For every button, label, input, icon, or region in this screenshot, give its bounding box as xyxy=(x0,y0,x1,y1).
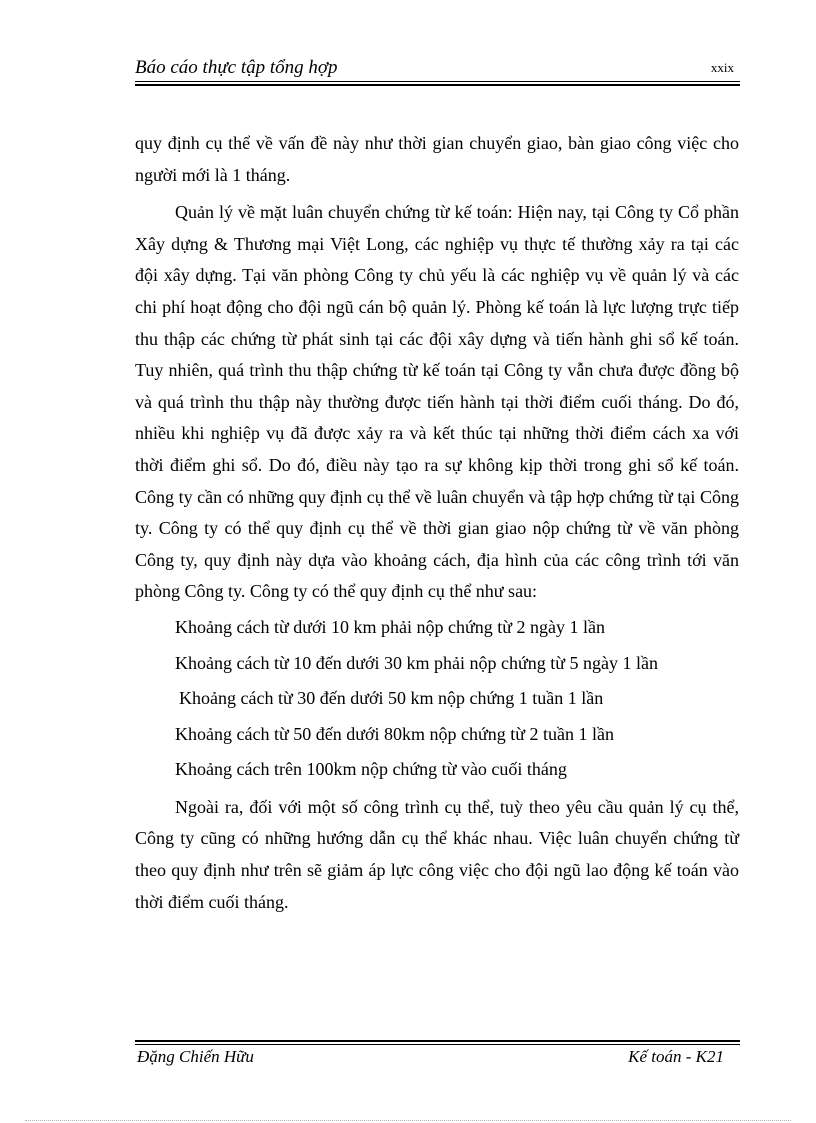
list-item: Khoảng cách trên 100km nộp chứng từ vào cuối tháng xyxy=(175,759,567,780)
page-header xyxy=(135,56,740,82)
footer-department: Kế toán - K21 xyxy=(628,1047,724,1066)
page-edge-dotted-line xyxy=(25,1120,791,1121)
paragraph-additional-guidance: Ngoài ra, đối với một số công trình cụ thể, tuỳ theo yêu cầu quản lý cụ thể, Công ty cũng có những hướng dẫn cụ thể khác nhau. Việc luân chuyển chứng từ theo quy định như trên sẽ giảm áp lực công việc cho đội ngũ lao động kế toán vào thời điểm cuối tháng. xyxy=(135,796,739,912)
list-item: Khoảng cách từ dưới 10 km phải nộp chứng từ 2 ngày 1 lần xyxy=(175,616,605,637)
header-divider-thick xyxy=(135,84,740,86)
footer-divider xyxy=(135,1044,740,1045)
page-footer xyxy=(135,1046,740,1070)
footer-author: Đặng Chiến Hữu xyxy=(137,1047,254,1066)
header-title: Báo cáo thực tập tổng hợp xyxy=(135,57,338,78)
document-body xyxy=(135,128,739,918)
list-item: Khoảng cách từ 50 đến dưới 80km nộp chứng từ 2 tuần 1 lần xyxy=(175,723,614,744)
header-divider xyxy=(135,81,740,82)
footer-divider-thick xyxy=(135,1040,740,1042)
paragraph-document-flow: Quản lý về mặt luân chuyển chứng từ kế toán: Hiện nay, tại Công ty Cổ phần Xây dựng & Thương mại Việt Long, các nghiệp vụ thực tế thường xảy ra tại các đội xây dựng. Tại văn phòng Công ty chủ yếu là các nghiệp vụ về quản lý và các chi phí hoạt động cho đội ngũ cán bộ quản lý. Phòng kế toán là lực lượng trực tiếp thu thập các chứng từ phát sinh tại các đội xây dựng và tiến hành ghi sổ kế toán. Tuy nhiên, quá trình thu thập chứng từ kế toán tại Công ty vẫn chưa được đồng bộ và quá trình thu thập này thường được tiến hành tại thời điểm cuối tháng. Do đó, nhiều khi nghiệp vụ đã được xảy ra và kết thúc tại những thời điểm cách xa với thời điểm ghi sổ. Do đó, điều này tạo ra sự không kịp thời trong ghi sổ kế toán. Công ty cần có những quy định cụ thể về luân chuyển và tập hợp chứng từ tại Công ty. Công ty có thể quy định cụ thể về thời gian giao nộp chứng từ về văn phòng Công ty, quy định này dựa vào khoảng cách, địa hình của các công trình tới văn phòng Công ty. Công ty có thể quy định cụ thể như sau: xyxy=(135,202,739,602)
list-item: Khoảng cách từ 10 đến dưới 30 km phải nộp chứng từ 5 ngày 1 lần xyxy=(175,652,658,673)
paragraph-continuation: quy định cụ thể về vấn đề này như thời gian chuyển giao, bàn giao công việc cho người mới là 1 tháng. xyxy=(135,133,739,185)
page-number: xxix xyxy=(710,60,734,75)
list-item: Khoảng cách từ 30 đến dưới 50 km nộp chứng 1 tuần 1 lần xyxy=(179,688,604,709)
